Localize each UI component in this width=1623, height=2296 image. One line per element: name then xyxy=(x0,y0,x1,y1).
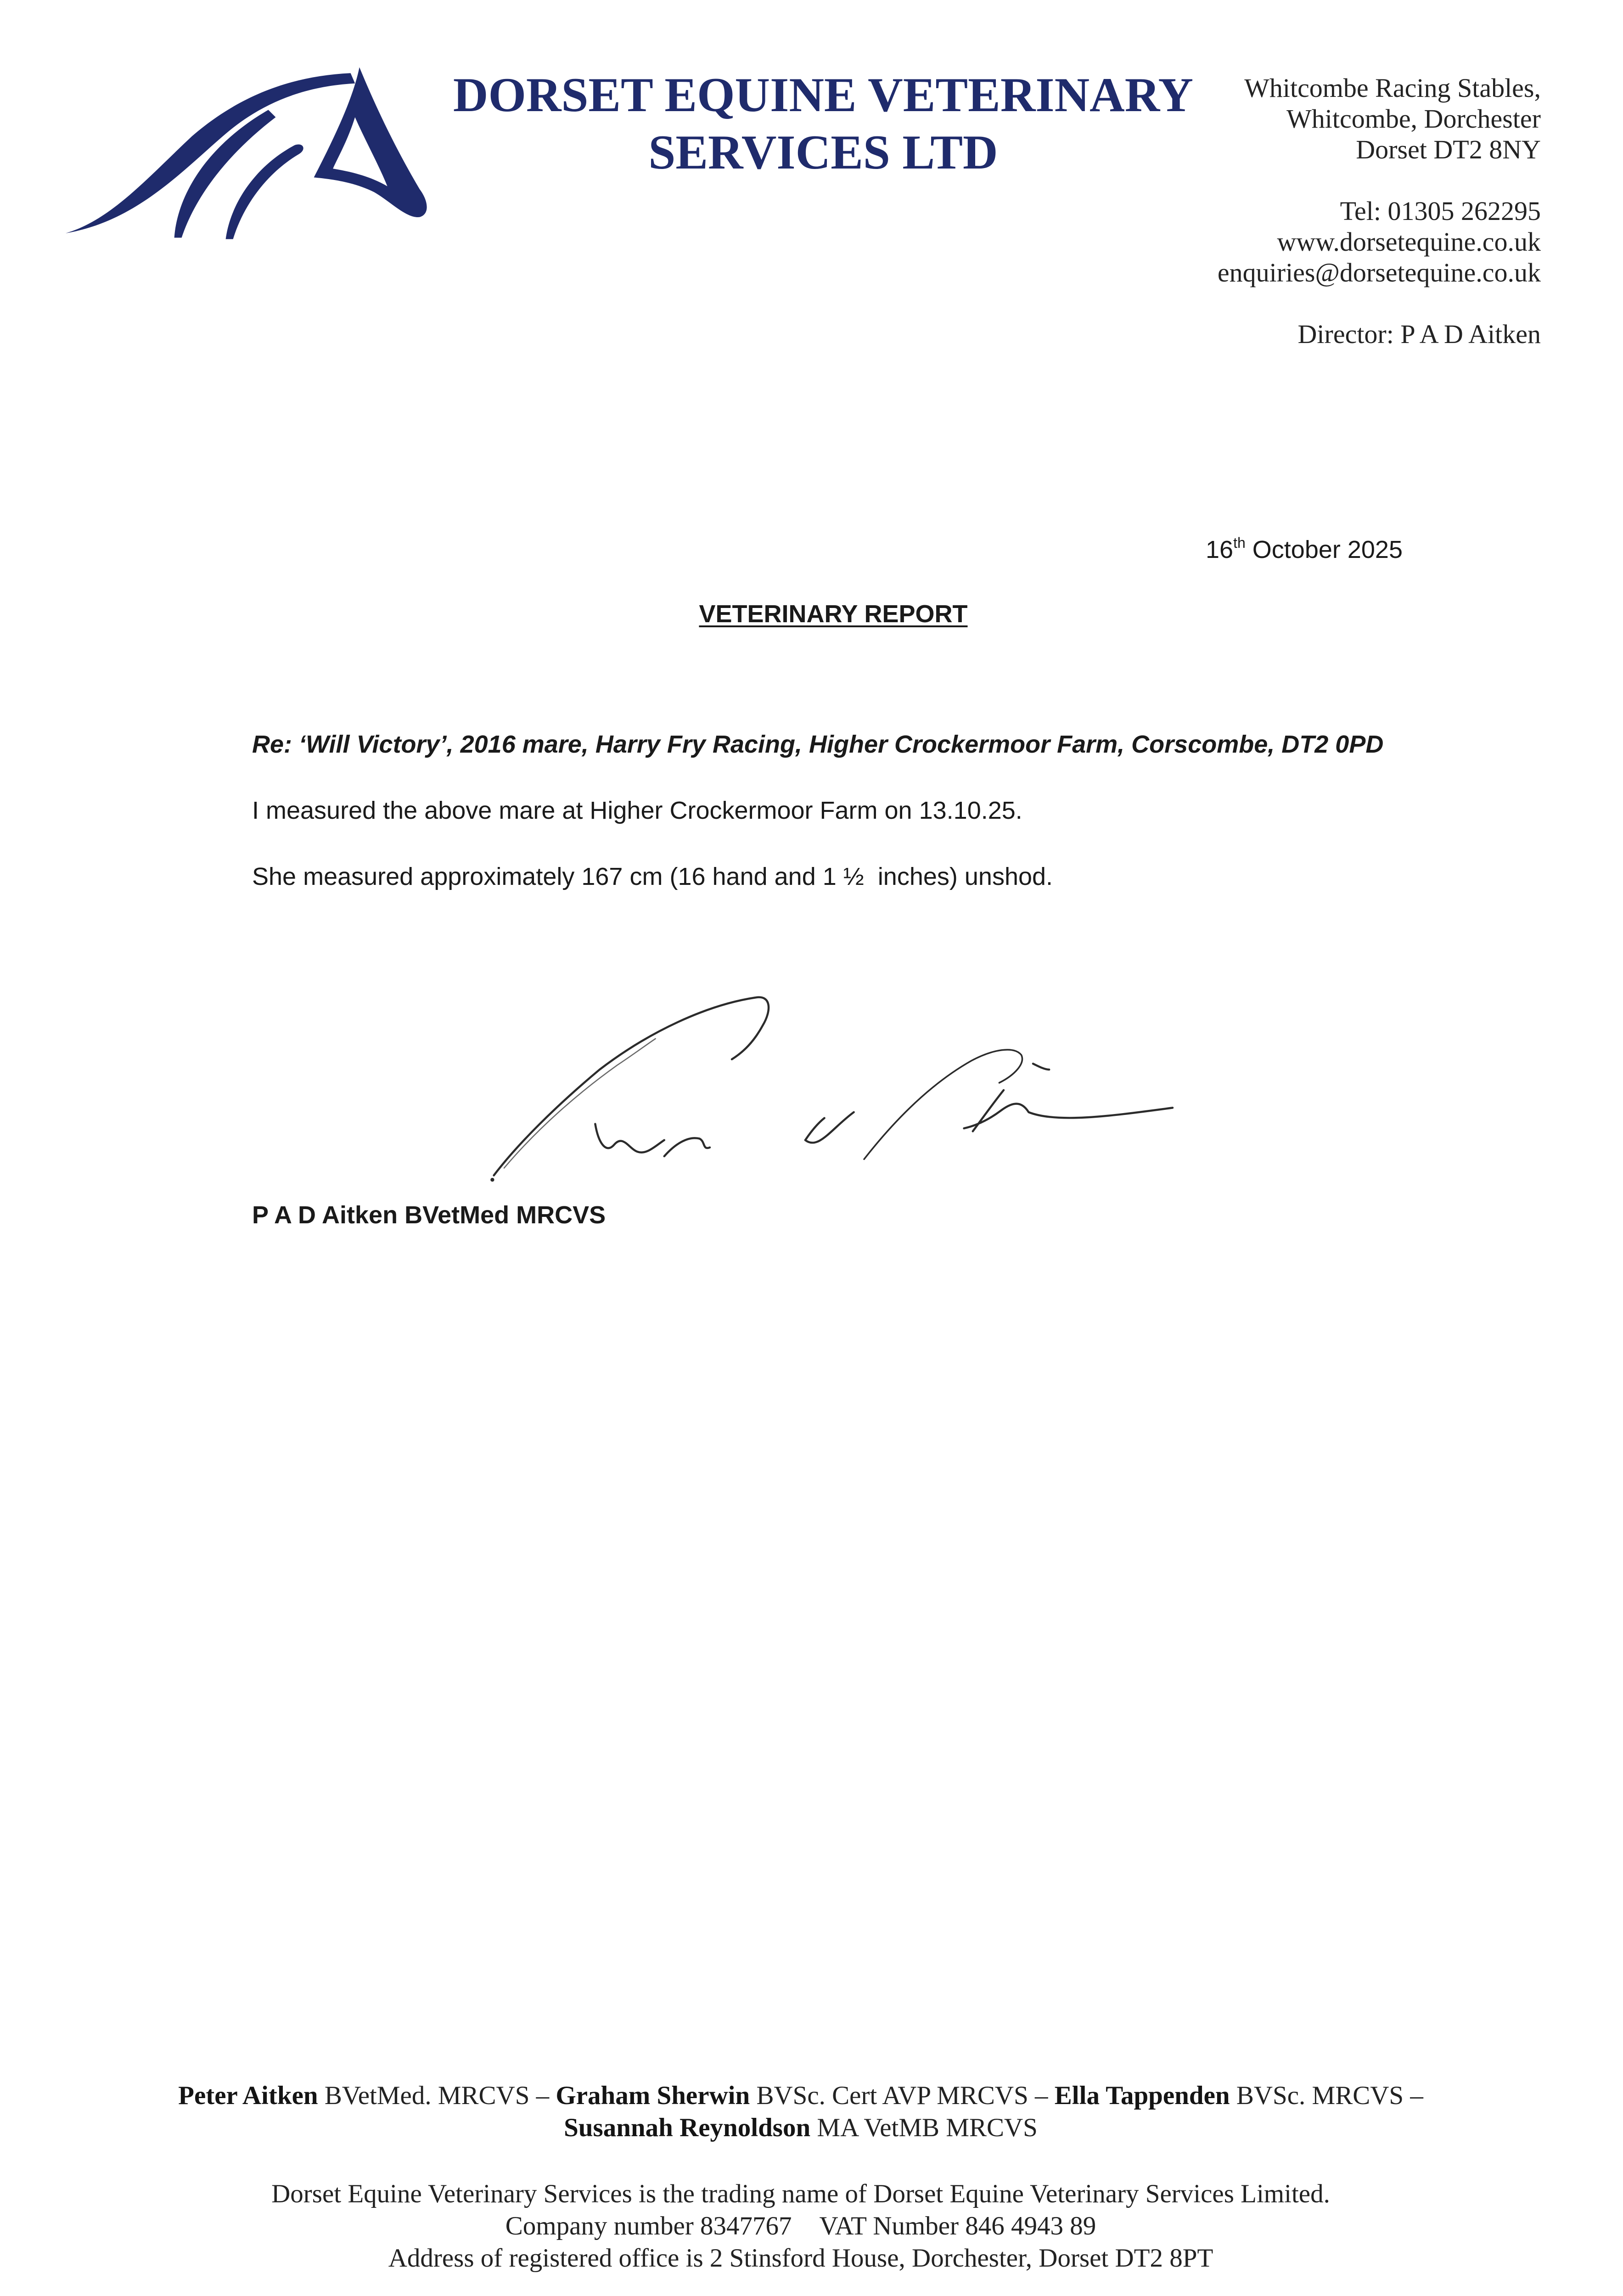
staff-qualifications: BVetMed. MRCVS xyxy=(324,2081,530,2110)
staff-name: Ella Tappenden xyxy=(1054,2081,1230,2110)
staff-line xyxy=(46,2112,1556,2144)
signatory-name: P A D Aitken BVetMed MRCVS xyxy=(252,1201,606,1229)
trading-name: Dorset Equine Veterinary Services is the trading name of Dorset Equine Veterinary Services Limited. xyxy=(271,2179,1330,2208)
address-line: Dorset DT2 8NY xyxy=(1356,135,1541,164)
staff-line xyxy=(46,2080,1556,2112)
separator: – xyxy=(1035,2081,1048,2110)
horse-head-logo xyxy=(60,64,427,248)
report-title: VETERINARY REPORT xyxy=(699,600,968,628)
telephone: Tel: 01305 262295 xyxy=(1340,196,1541,226)
staff-qualifications: BVSc. Cert AVP MRCVS xyxy=(756,2081,1028,2110)
staff-name: Graham Sherwin xyxy=(556,2081,750,2110)
company-name xyxy=(410,66,1236,181)
staff-qualifications: MA VetMB MRCVS xyxy=(817,2113,1038,2142)
signature xyxy=(482,987,1180,1193)
paragraph: She measured approximately 167 cm (16 hand and 1 ½ inches) unshod. xyxy=(252,863,1053,890)
website: www.dorsetequine.co.uk xyxy=(1277,227,1541,257)
staff-name: Susannah Reynoldson xyxy=(564,2113,811,2142)
address-block xyxy=(1218,73,1541,349)
company-name-line-2: SERVICES LTD xyxy=(648,125,998,179)
paragraph: I measured the above mare at Higher Crockermoor Farm on 13.10.25. xyxy=(252,797,1022,824)
registered-office: Address of registered office is 2 Stinsford House, Dorchester, Dorset DT2 8PT xyxy=(388,2244,1213,2273)
address-line: Whitcombe, Dorchester xyxy=(1286,104,1541,134)
separator: – xyxy=(1410,2081,1423,2110)
footer-staff-list xyxy=(46,2080,1556,2144)
date-month-year: October 2025 xyxy=(1252,536,1403,563)
registration-numbers xyxy=(46,2210,1556,2242)
address-line: Whitcombe Racing Stables, xyxy=(1244,73,1541,103)
subject-line: Re: ‘Will Victory’, 2016 mare, Harry Fry Racing, Higher Crockermoor Farm, Corscombe, DT2 0PD xyxy=(252,731,1384,758)
staff-qualifications: BVSc. MRCVS xyxy=(1236,2081,1404,2110)
company-number: Company number 8347767 xyxy=(505,2212,792,2240)
company-name-line-1: DORSET EQUINE VETERINARY xyxy=(453,68,1194,122)
letter-date xyxy=(1206,535,1403,565)
vat-number: VAT Number 846 4943 89 xyxy=(819,2212,1096,2240)
date-day: 16 xyxy=(1206,536,1234,563)
email: enquiries@dorsetequine.co.uk xyxy=(1217,258,1541,287)
footer-company-info xyxy=(46,2178,1556,2274)
separator: – xyxy=(536,2081,550,2110)
staff-name: Peter Aitken xyxy=(178,2081,318,2110)
director: Director: P A D Aitken xyxy=(1297,319,1541,349)
date-suffix: th xyxy=(1233,535,1246,551)
